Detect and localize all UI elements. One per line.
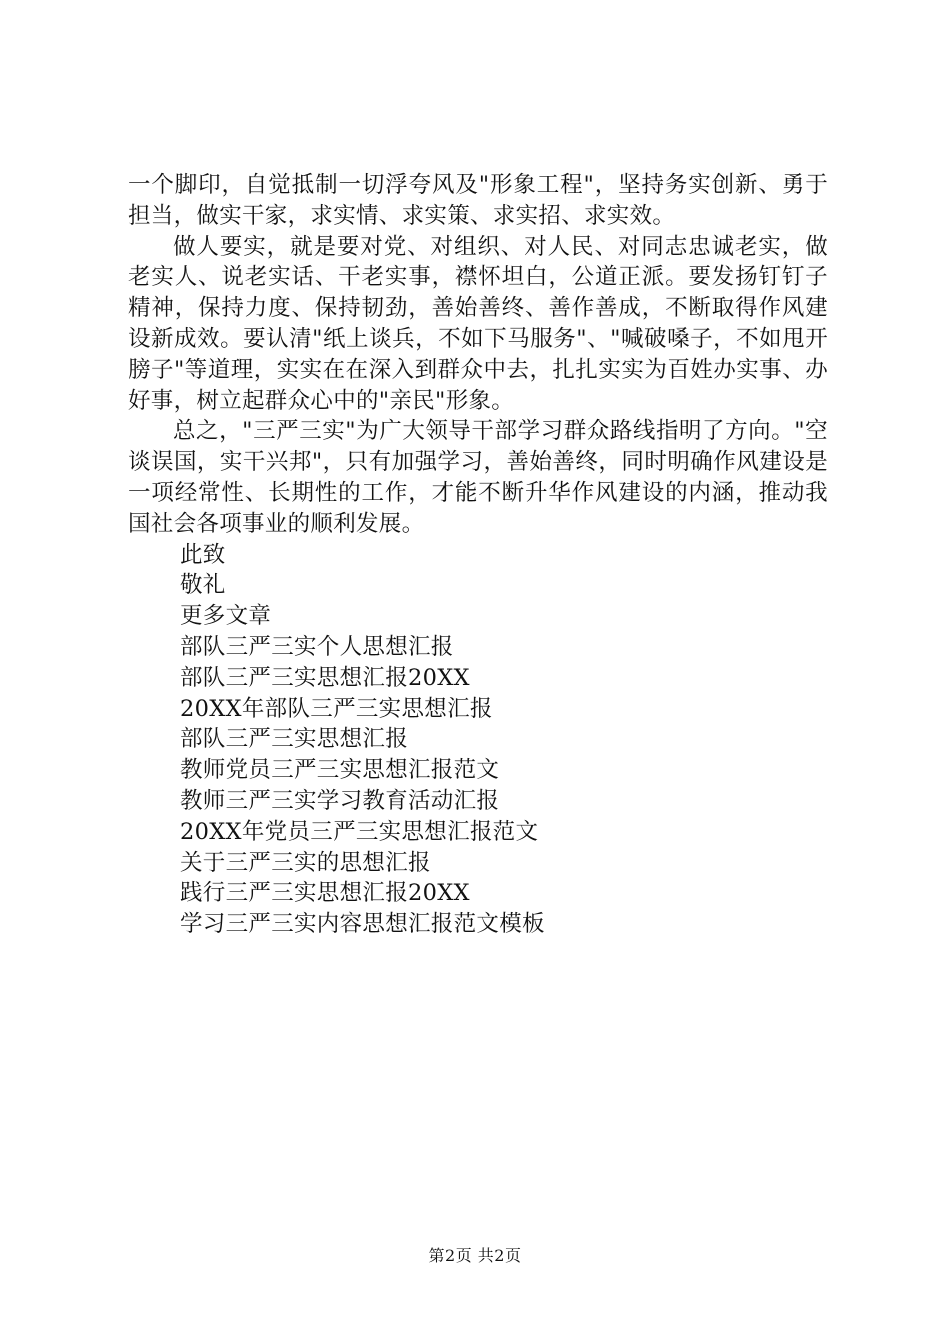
- closing-regards: 敬礼: [180, 572, 226, 599]
- related-article-link[interactable]: 学习三严三实内容思想汇报范文模板: [180, 911, 545, 938]
- related-article-link[interactable]: 部队三严三实个人思想汇报: [180, 633, 454, 660]
- page-number-footer: 第2页 共2页: [428, 1246, 522, 1265]
- related-article-link[interactable]: 关于三严三实的思想汇报: [180, 849, 431, 876]
- related-article-link[interactable]: 教师党员三严三实思想汇报范文: [180, 757, 500, 784]
- related-article-link[interactable]: 教师三严三实学习教育活动汇报: [180, 787, 500, 814]
- related-article-link[interactable]: 20XX年部队三严三实思想汇报: [180, 695, 493, 722]
- related-articles-list: [128, 632, 828, 940]
- paragraph-conclusion: 总之，"三严三实"为广大领导干部学习群众路线指明了方向。"空谈误国，实干兴邦"，只有加强学习，善始善终，同时明确作风建设是一项经常性、长期性的工作，才能不断升华作风建设的内涵，推动我国社会各项事业的顺利发展。: [128, 418, 828, 537]
- related-article-link[interactable]: 20XX年党员三严三实思想汇报范文: [180, 818, 539, 845]
- related-article-link[interactable]: 部队三严三实思想汇报20XX: [180, 664, 470, 691]
- document-body: [128, 170, 828, 940]
- paragraph-be-honest: 做人要实，就是要对党、对组织、对人民、对同志忠诚老实，做老实人、说老实话、干老实事，襟怀坦白，公道正派。要发扬钉钉子精神，保持力度、保持韧劲，善始善终、善作善成，不断取得作风建设新成效。要认清"纸上谈兵，不如下马服务"、"喊破嗓子，不如甩开膀子"等道理，实实在在深入到群众中去，扎扎实实为百姓办实事、办好事，树立起群众心中的"亲民"形象。: [128, 233, 828, 414]
- paragraph-continued: 一个脚印，自觉抵制一切浮夸风及"形象工程"，坚持务实创新、勇于担当，做实干家，求实情、求实策、求实招、求实效。: [128, 172, 828, 229]
- related-article-link[interactable]: 践行三严三实思想汇报20XX: [180, 880, 470, 907]
- related-articles-title: 更多文章: [180, 603, 272, 630]
- closing-salutation: 此致: [180, 541, 226, 568]
- related-article-link[interactable]: 部队三严三实思想汇报: [180, 726, 409, 753]
